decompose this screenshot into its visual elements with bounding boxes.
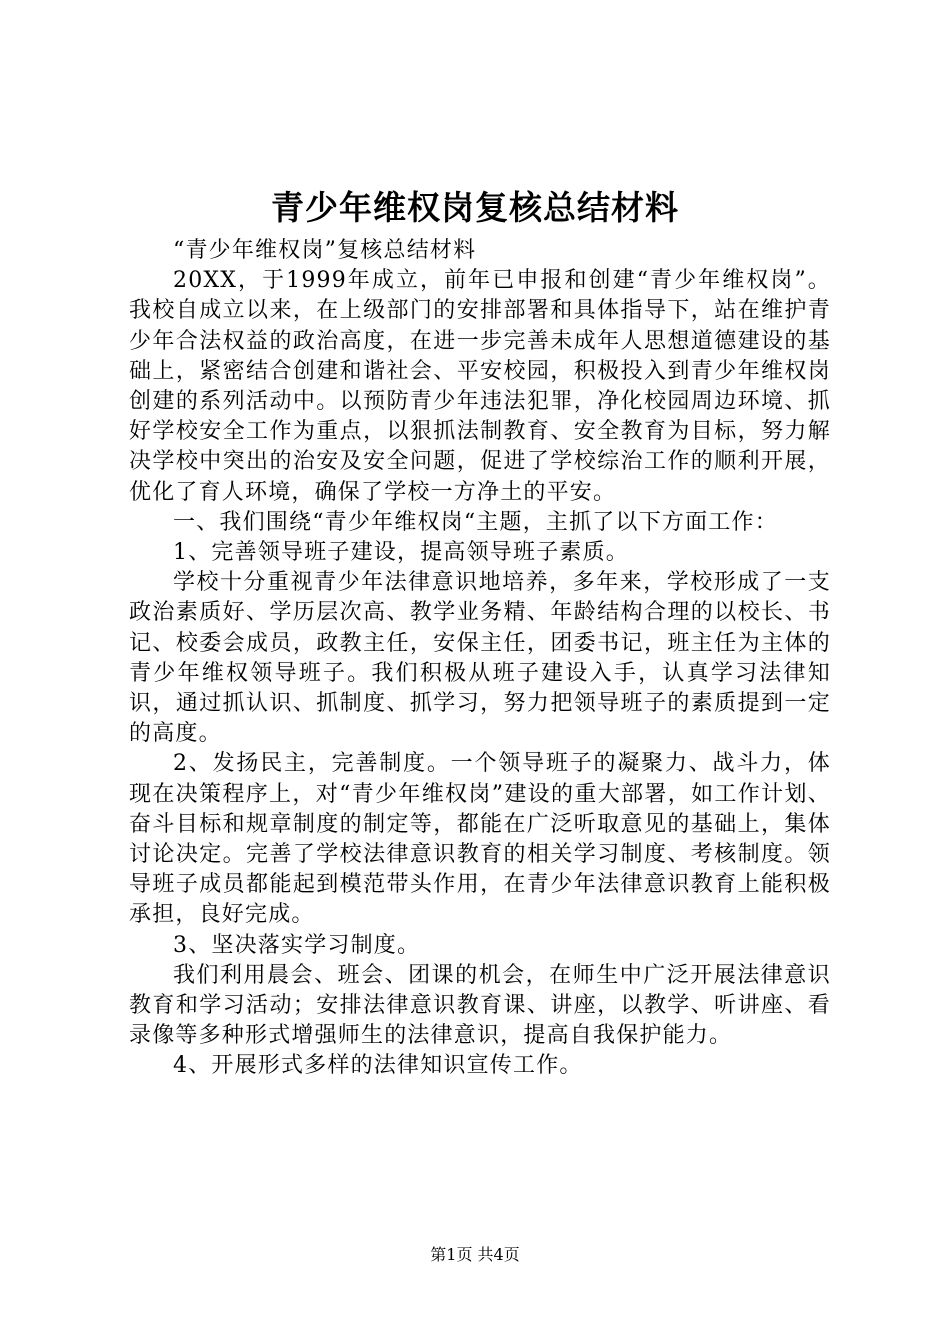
document-title: 青少年维权岗复核总结材料 (271, 188, 679, 227)
paragraph: 一、我们围绕“青少年维权岗“主题，主抓了以下方面工作： (173, 509, 778, 535)
page-number-footer: 第1页 共4页 (430, 1245, 520, 1264)
paragraph: 1、完善领导班子建设，提高领导班子素质。 (173, 540, 629, 566)
paragraph: “青少年维权岗”复核总结材料 (173, 238, 477, 263)
document-body (129, 236, 831, 1082)
paragraph: 20XX，于1999年成立，前年已申报和创建“青少年维权岗”。我校自成立以来，在上级部门的安排部署和具体指导下，站在维护青少年合法权益的政治高度，在进一步完善未成年人思想道德建设的基础上，紧密结合创建和谐社会、平安校园，积极投入到青少年维权岗创建的系列活动中。以预防青少年违法犯罪，净化校园周边环境、抓好学校安全工作为重点，以狠抓法制教育、安全教育为目标，努力解决学校中突出的治安及安全问题，促进了学校综治工作的顺利开展，优化了育人环境，确保了学校一方净土的平安。 (129, 268, 831, 505)
paragraph: 4、开展形式多样的法律知识宣传工作。 (173, 1053, 583, 1079)
paragraph: 我们利用晨会、班会、团课的机会，在师生中广泛开展法律意识教育和学习活动；安排法律意识教育课、讲座，以教学、听讲座、看录像等多种形式增强师生的法律意识，提高自我保护能力。 (129, 962, 831, 1049)
paragraph: 3、坚决落实学习制度。 (173, 932, 421, 958)
paragraph: 学校十分重视青少年法律意识地培养，多年来，学校形成了一支政治素质好、学历层次高、教学业务精、年龄结构合理的以校长、书记、校委会成员，政教主任，安保主任，团委书记，班主任为主体的青少年维权领导班子。我们积极从班子建设入手，认真学习法律知识，通过抓认识、抓制度、抓学习，努力把领导班子的素质提到一定的高度。 (129, 570, 831, 747)
paragraph: 2、发扬民主，完善制度。一个领导班子的凝聚力、战斗力，体现在决策程序上，对“青少年维权岗”建设的重大部署，如工作计划、奋斗目标和规章制度的制定等，都能在广泛听取意见的基础上，集体讨论决定。完善了学校法律意识教育的相关学习制度、考核制度。领导班子成员都能起到模范带头作用，在青少年法律意识教育上能积极承担，良好完成。 (129, 751, 831, 928)
